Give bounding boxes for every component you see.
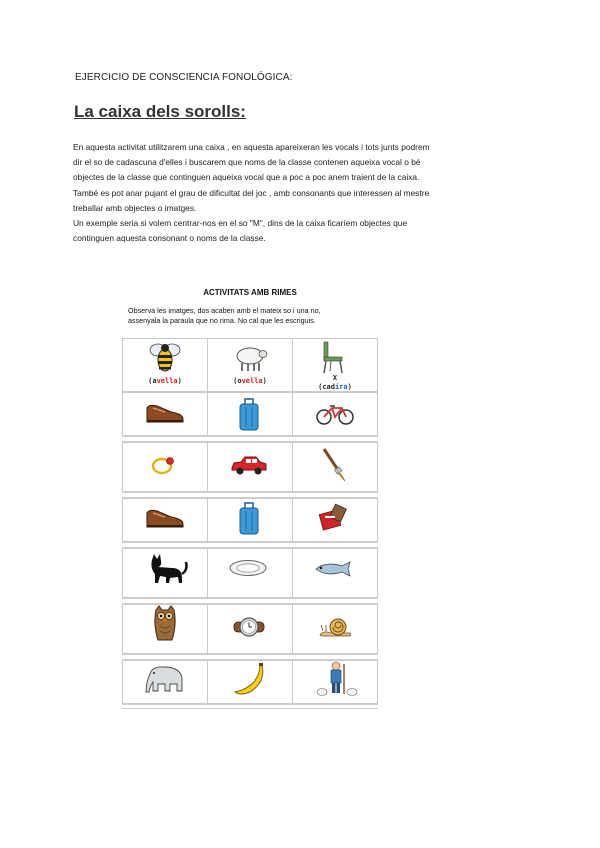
shoe-icon: [145, 402, 185, 424]
page-title: La caixa dels sorolls:: [74, 102, 246, 121]
bee-icon: [148, 340, 182, 374]
intro-line: treballar amb objectes o imatges.: [73, 202, 197, 213]
instruction-line: Observa les imatges, dos acaben amb el mateix so i una no,: [128, 306, 321, 315]
car-icon: [230, 454, 268, 476]
bicycle-icon: [316, 402, 354, 426]
owl-icon: [152, 604, 178, 644]
ring-icon: [150, 452, 176, 478]
chair-icon: [318, 340, 346, 374]
intro-line: objectes de la classe que continguen aqueixa vocal que a poc a poc anem traient de la caixa.: [73, 172, 420, 183]
word-cadira: X (cadira): [293, 374, 377, 392]
watch-icon: [232, 612, 266, 642]
intro-line: dir el so de cadascuna d'elles i buscarem que noms de la classe contenen aqueixa vocal o bé: [73, 157, 421, 168]
sheep-icon: [232, 344, 268, 372]
suitcase-icon: [238, 398, 260, 432]
elephant-icon: [142, 664, 186, 694]
rhymes-worksheet: [120, 282, 380, 712]
banana-icon: [232, 662, 268, 698]
instruction-line: assenyala la paraula que no rima. No cal que les escriguis.: [128, 316, 316, 325]
intro-line: També es pot anar pujant el grau de dificultat del joc , amb consonants que interessen al mestre: [73, 187, 430, 198]
intro-line: En aquesta activitat utilitzarem una caixa , en aquesta apareixeran les vocals i tots junts podrem: [73, 142, 430, 152]
shepherd-icon: [316, 660, 358, 700]
paintbrush-icon: [320, 446, 348, 482]
intro-paragraph: [73, 140, 533, 246]
intro-line: Un exemple seria si volem centrar-nos en el so "M", dins de la caixa ficaríem objectes que: [73, 218, 408, 229]
cat-icon: [142, 552, 188, 586]
row-separator: [122, 704, 378, 709]
document-header: EJERCICIO DE CONSCIENCIA FONOLÓGICA:: [75, 72, 293, 83]
gift-icon: [318, 502, 350, 532]
plate-icon: [228, 558, 268, 578]
word-abella: (avella): [148, 377, 182, 385]
snail-icon: [318, 616, 352, 638]
worksheet-title: ACTIVITATS AMB RIMES: [203, 288, 297, 297]
shoe-icon: [145, 507, 185, 529]
odd-one-mark: X: [332, 374, 338, 382]
worksheet-instructions: [128, 306, 378, 326]
intro-line: continguen aquesta consonant o noms de la classe.: [73, 233, 266, 244]
word-ovella: (ovella): [233, 377, 267, 385]
suitcase-icon: [238, 502, 260, 536]
fish-icon: [314, 560, 356, 578]
